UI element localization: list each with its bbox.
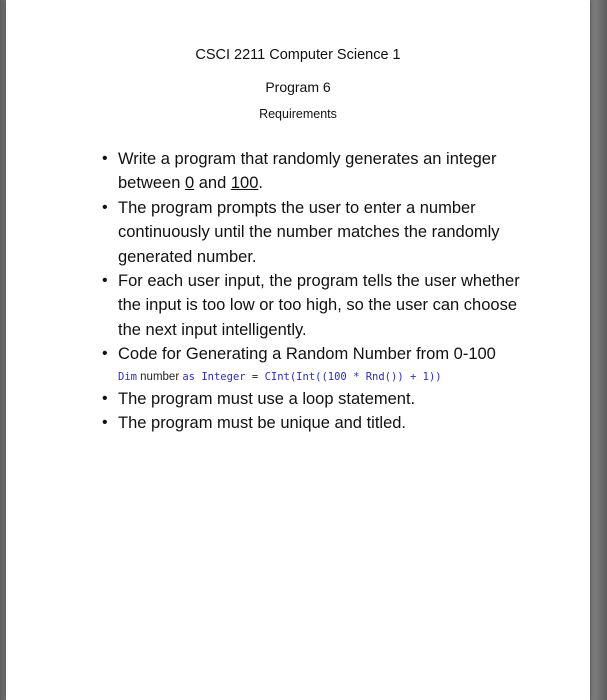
bullet-icon: • [102,389,108,407]
requirement-text: For each user input, the program tells the user whether the input is too low or too high, so the user can choose the next input intelligently. [118,272,520,339]
code-keyword-dim: Dim [118,370,137,383]
requirement-text: The program must be unique and titled. [118,414,407,433]
requirement-item-2 [96,196,536,269]
bullet-icon: • [102,414,108,432]
code-equals: = [245,370,265,383]
requirements-list [96,147,536,435]
bullet-icon: • [102,272,108,290]
requirement-text: The program prompts the user to enter a number continuously until the number matches the randomly generated number. [118,198,500,266]
requirement-item-1 [96,147,536,196]
requirement-text: . [258,174,263,193]
code-keyword-as: as [182,370,196,383]
requirement-item-5 [96,387,536,411]
bullet-icon: • [102,198,108,216]
requirement-text: and [194,174,231,193]
course-title: CSCI 2211 Computer Science 1 [195,47,401,63]
program-number: Program 6 [265,79,331,95]
underlined-value: 0 [184,174,195,193]
bullet-icon: • [102,150,108,167]
requirement-text: Code for Generating a Random Number from 0-100 [118,345,496,364]
requirements-heading: Requirements [259,107,337,121]
requirement-text: The program must use a loop statement. [118,389,416,408]
code-variable: number [136,370,183,383]
requirement-text: Write a program that randomly generates an integer between [118,150,497,193]
code-snippet [118,367,536,387]
code-keyword-integer: Integer [201,370,246,383]
document-page [6,0,590,700]
requirement-item-3 [96,269,536,342]
requirement-item-4 [96,342,536,386]
underlined-value: 100 [230,174,259,193]
requirement-item-6 [96,411,536,435]
code-expression: CInt(Int((100 * Rnd()) + 1)) [264,370,442,383]
bullet-icon: • [102,345,108,363]
